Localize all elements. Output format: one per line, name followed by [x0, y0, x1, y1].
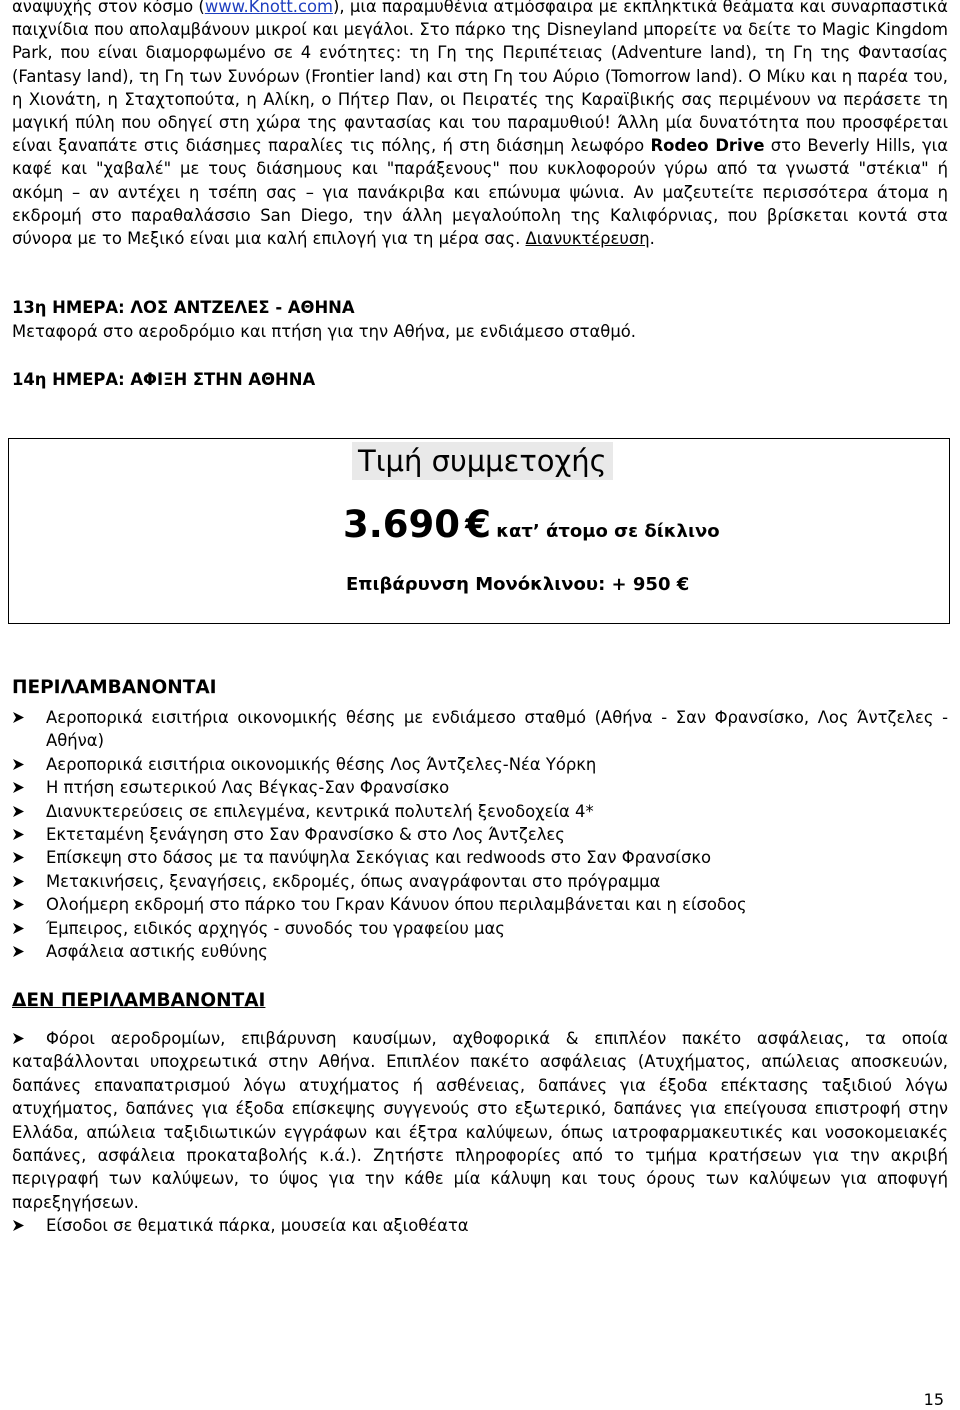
- included-item-text: Έμπειρος, ειδικός αρχηγός - συνοδός του γραφείου μας: [46, 918, 505, 938]
- intro-text-a: αναψυχής στον κόσμο (: [12, 0, 205, 16]
- intro-text-b: ), μια παραμυθένια ατμόσφαιρα με εκπληκτικά θεάματα και συναρπαστικά παιχνίδια που απολαμβάνουν μικροί και μεγάλοι. Στο πάρκο της Disneyland μπορείτε να δείτε το Magic Kingdom Park, που είναι διαμορφωμένο σε 4 ενότητες: τη Γη της Περιπέτειας (Adventure land), τη Γη της Φαντασίας (Fantasy land), τη Γη των Συνόρων (Frontier land) και στη Γη του Αύριο (Tomorrow land). Ο Μίκυ και η παρέα του, η Χιονάτη, η Σταχτοπούτα, η Αλίκη, ο Πήτερ Παν, οι Πειρατές της Καραϊβικής σας περιμένουν να περάσετε τη μαγική πύλη που οδηγεί στη χώρα της φαντασίας και του παραμυθιού! Άλλη μία δυνατότητα που προσφέρεται είναι ξαναπάτε στις διάσημες παραλίες τις πόλης, ή στη διάσημη λεωφόρο: [12, 0, 948, 156]
- arrow-bullet-icon: [12, 781, 25, 794]
- price-unit: κατ’ άτομο σε δίκλινο: [496, 521, 720, 542]
- price-title: Τιμή συμμετοχής: [352, 442, 613, 480]
- included-item: [12, 706, 948, 753]
- arrow-bullet-icon: [12, 1219, 25, 1232]
- included-item-text: Ασφάλεια αστικής ευθύνης: [46, 942, 268, 962]
- included-item-text: Ολοήμερη εκδρομή στο πάρκο του Γκραν Κάνυον όπου περιλαμβάνεται και η είσοδος: [46, 895, 747, 915]
- included-item: [12, 753, 948, 776]
- arrow-bullet-icon: [12, 711, 25, 724]
- arrow-bullet-icon: [12, 758, 25, 771]
- included-title: ΠΕΡΙΛΑΜΒΑΝΟΝΤΑΙ: [12, 677, 217, 698]
- day13-text: Μεταφορά στο αεροδρόμιο και πτήση για την Αθήνα, με ενδιάμεσο σταθμό.: [12, 322, 636, 341]
- excluded-item-2-text: Είσοδοι σε θεματικά πάρκα, μουσεία και αξιοθέατα: [46, 1216, 469, 1236]
- included-item: [12, 870, 948, 893]
- day13-title: 13η ΗΜΕΡΑ: ΛΟΣ ΑΝΤΖΕΛΕΣ - ΑΘΗΝΑ: [12, 298, 355, 317]
- excluded-list: [12, 1027, 948, 1238]
- included-item-text: Αεροπορικά εισιτήρια οικονομικής θέσης με ενδιάμεσο σταθμό (Αθήνα - Σαν Φρανσίσκο, Λος Άντζελες - Αθήνα): [46, 708, 948, 751]
- included-item-text: Η πτήση εσωτερικού Λας Βέγκας-Σαν Φρανσίσκο: [46, 778, 450, 798]
- euro-symbol: €: [465, 503, 492, 546]
- excluded-list-rest: [12, 1214, 948, 1237]
- single-supplement-label: Επιβάρυνση Μονόκλινου: + 950: [346, 574, 671, 595]
- intro-text-end: .: [649, 229, 655, 249]
- excluded-item-1: [12, 1027, 948, 1214]
- included-item: [12, 800, 948, 823]
- arrow-bullet-icon: [12, 875, 25, 888]
- arrow-bullet-icon: [12, 1032, 25, 1045]
- arrow-bullet-icon: [12, 898, 25, 911]
- included-item-text: Επίσκεψη στο δάσος με τα πανύψηλα Σεκόγιας και redwoods στο Σαν Φρανσίσκο: [46, 848, 712, 868]
- included-item: [12, 940, 948, 963]
- price-amount: 3.690: [343, 503, 461, 546]
- excluded-item-2: [12, 1214, 948, 1237]
- included-item-text: Μετακινήσεις, ξεναγήσεις, εκδρομές, όπως αναγράφονται στο πρόγραμμα: [46, 871, 661, 891]
- included-item: [12, 846, 948, 869]
- single-euro-symbol: €: [676, 574, 690, 595]
- single-supplement: [346, 574, 689, 595]
- included-item-text: Διανυκτερεύσεις σε επιλεγμένα, κεντρικά πολυτελή ξενοδοχεία 4*: [46, 801, 594, 821]
- rodeo-drive-text: Rodeo Drive: [650, 136, 765, 156]
- excluded-title: ΔΕΝ ΠΕΡΙΛΑΜΒΑΝΟΝΤΑΙ: [12, 990, 266, 1011]
- intro-text-c: στο Beverly Hills, για καφέ και "χαβαλέ" με τους διάσημους και "παράξενους" που κυκλοφορούν γύρω από τα γνωστά "στέκια" ή ακόμη – αν αντέχει η τσέπη σας – για πανάκριβα και επώνυμα ψώνια. Αν μαζευτείτε περισσότερα άτομα η εκδρομή στο παραθαλάσσιο San Diego, την άλλη μεγαλούπολη της Καλιφόρνιας, που βρίσκεται κοντά στα σύνορα με το Μεξικό είναι μια καλή επιλογή για τη μέρα σας.: [12, 136, 949, 249]
- page-number: 15: [923, 1390, 944, 1409]
- day14-title: 14η ΗΜΕΡΑ: ΑΦΙΞΗ ΣΤΗΝ ΑΘΗΝΑ: [12, 370, 316, 389]
- arrow-bullet-icon: [12, 945, 25, 958]
- included-item: [12, 893, 948, 916]
- arrow-bullet-icon: [12, 805, 25, 818]
- arrow-bullet-icon: [12, 828, 25, 841]
- included-item: [12, 917, 948, 940]
- included-item-text: Εκτεταμένη ξενάγηση στο Σαν Φρανσίσκο & στο Λος Άντζελες: [46, 825, 565, 845]
- included-item: [12, 776, 948, 799]
- price-line: [343, 503, 720, 546]
- arrow-bullet-icon: [12, 922, 25, 935]
- intro-text: [12, 0, 948, 250]
- included-item-text: Αεροπορικά εισιτήρια οικονομικής θέσης Λος Άντζελες-Νέα Υόρκη: [46, 754, 597, 774]
- included-list: [12, 706, 948, 963]
- arrow-bullet-icon: [12, 851, 25, 864]
- knott-link[interactable]: www.Knott.com: [204, 0, 333, 16]
- excluded-item-1-text: Φόροι αεροδρομίων, επιβάρυνση καυσίμων, αχθοφορικά & επιπλέον πακέτο ασφάλειας, τα οποία καταβάλλονται υποχρεωτικά στην Αθήνα. Επιπλέον πακέτο ασφάλειας (Ατυχήματος, απώλειας αποσκευών, δαπάνες επαναπατρισμού λόγω ατυχήματος ή ασθένειας, δαπάνες για έξοδα επέκτασης ταξιδιού λόγω ατυχήματος, δαπάνες για έξοδα επίσκεψης συγγενούς στο εξωτερικό, δαπάνες για επείγουσα επιστροφή στην Ελλάδα, απώλεια ταξιδιωτικών εγγράφων και έξτρα καλύψεων, όπως ιατροφαρμακευτικές και νοσοκομειακές δαπάνες, ασφάλεια προκαταβολής κ.ά.). Ζητήστε πληροφορίες από το τμήμα κρατήσεων για την ακριβή περιγραφή των καλύψεων, το ύψος για την κάθε μία κάλυψη και τους όρους των καλύψεων για αποφυγή παρεξηγήσεων.: [12, 1029, 948, 1212]
- intro-paragraph: [12, 0, 948, 250]
- overnight-text: Διανυκτέρευση: [525, 229, 650, 249]
- included-item: [12, 823, 948, 846]
